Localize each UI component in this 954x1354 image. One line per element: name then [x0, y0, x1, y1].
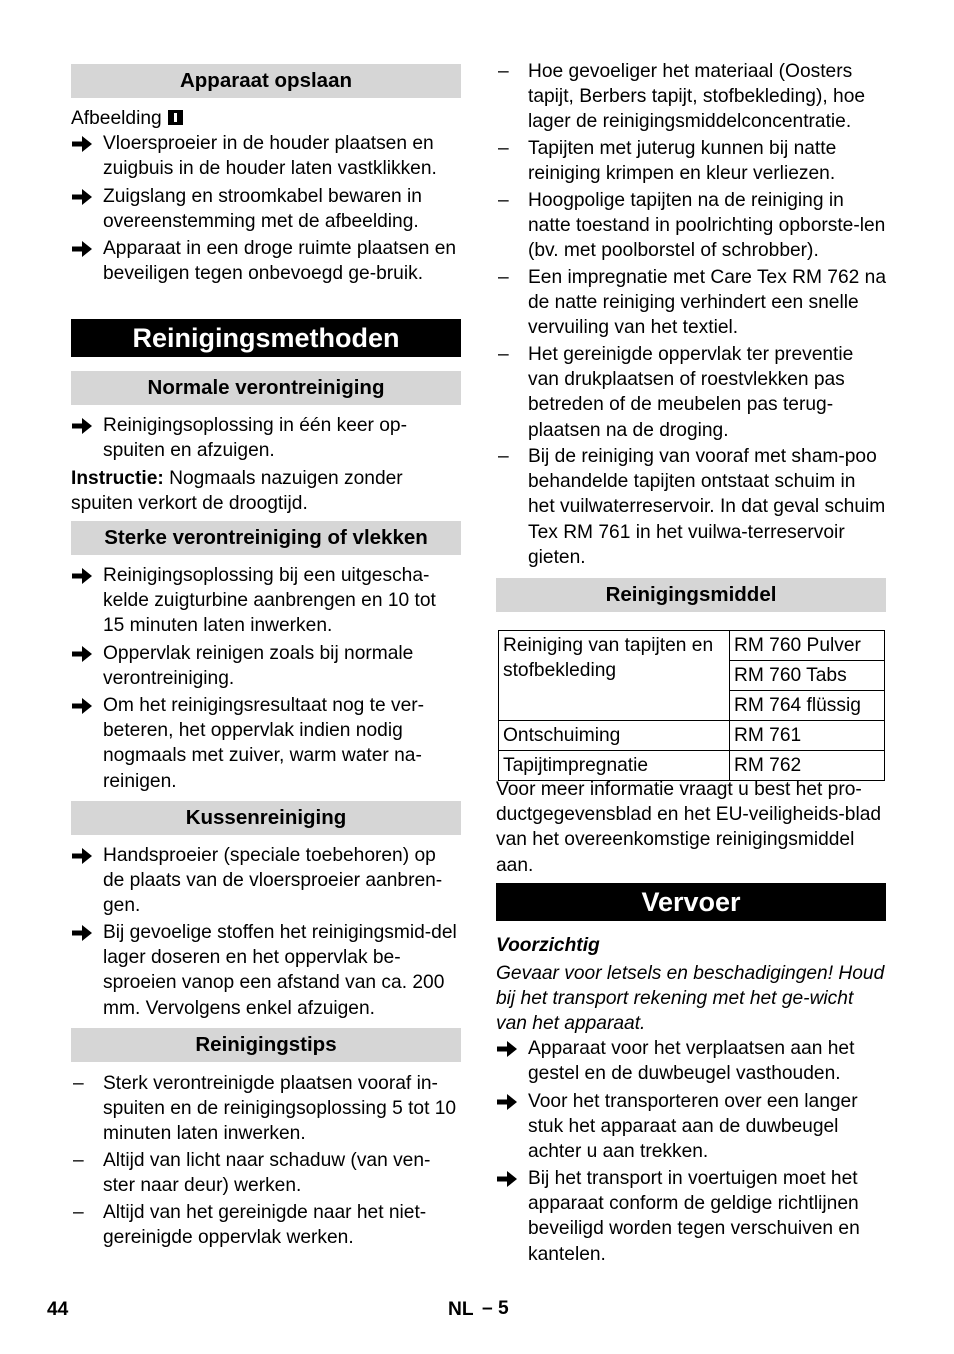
table-cell-value: RM 764 flüssig [730, 691, 885, 721]
table-cell-value: RM 761 [730, 721, 885, 751]
chapter-heading-transport: Vervoer [496, 883, 886, 921]
list-item: Reinigingsoplossing in één keer op-spuiten en afzuigen. [71, 413, 461, 463]
instruction-note [71, 466, 461, 516]
arrow-right-icon [72, 848, 92, 864]
list-item: Apparaat voor het verplaatsen aan het gestel en de duwbeugel vasthouden. [496, 1036, 886, 1086]
arrow-right-icon [72, 646, 92, 662]
list-item: – Bij de reiniging van vooraf met sham-poo behandelde tapijten ontstaat schuim in het vuilwaterreservoir. In dat geval schuim Tex RM 761 in het vuilwa-terreservoir gieten. [498, 446, 886, 568]
agent-note: Voor meer informatie vraagt u best het pro-ductgegevensblad en het EU-veiligheids-blad van het overeenkomstige reinigingsmiddel aan. [496, 779, 882, 876]
dash-bullet: – [73, 1202, 84, 1223]
arrow-right-icon [497, 1041, 517, 1057]
arrow-right-icon [72, 136, 92, 152]
list-item: – Een impregnatie met Care Tex RM 762 na de natte reiniging verhindert een snelle vervuiling van het textiel. [498, 267, 886, 339]
list-item: Bij gevoelige stoffen het reinigingsmid-del lager doseren en het oppervlak be-sproeien vanop een afstand van ca. 200 mm. Vervolgens enkel afzuigen. [71, 920, 461, 1021]
figure-reference [71, 106, 461, 131]
arrow-right-icon [72, 189, 92, 205]
section-heading-agent: Reinigingsmiddel [496, 578, 886, 612]
section-heading-tips: Reinigingstips [71, 1028, 461, 1062]
dash-bullet: – [498, 267, 509, 288]
list-item: – Tapijten met juterug kunnen bij natte reiniging krimpen en kleur verliezen. [498, 138, 837, 185]
figure-label: Afbeelding [71, 108, 162, 129]
dash-bullet: – [498, 190, 509, 211]
table-cell-label: Ontschuiming [499, 721, 730, 751]
caution-text: Gevaar voor letsels en beschadigingen! Houd bij het transport rekening met het ge-wicht van het apparaat. [496, 963, 885, 1035]
table-row [499, 751, 885, 781]
table-row [499, 721, 885, 751]
table-cell-label: Reiniging van tapijten en stofbekleding [499, 631, 730, 721]
list-item: – Altijd van licht naar schaduw (van ven-ster naar deur) werken. [73, 1150, 431, 1197]
list-item: – Hoogpolige tapijten na de reiniging in natte toestand in poolrichting opborste-len (bv. met poolborstel of schrobber). [498, 190, 886, 262]
dash-bullet: – [498, 446, 509, 467]
arrow-right-icon [72, 241, 92, 257]
section-page: – 5 [482, 1298, 509, 1319]
list-item: Handsproeier (speciale toebehoren) op de plaats van de vloersproeier aanbren-gen. [71, 843, 461, 919]
list-item: Zuigslang en stroomkabel bewaren in overeenstemming met de afbeelding. [71, 184, 461, 234]
figure-one-icon [168, 110, 183, 125]
list-item: Bij het transport in voertuigen moet het apparaat conform de geldige richtlijnen beveiligd worden tegen verschuiven en kantelen. [496, 1166, 886, 1267]
section-heading-cushion: Kussenreiniging [71, 801, 461, 835]
note-label: Instructie: [71, 468, 164, 489]
arrow-right-icon [497, 1094, 517, 1110]
list-item: Reinigingsoplossing bij een uitgescha-kelde zuigturbine aanbrengen en 10 tot 15 minuten laten inwerken. [71, 563, 461, 639]
note-text: Nogmaals nazuigen zonder spuiten verkort de droogtijd. [71, 468, 403, 515]
list-item: Om het reinigingsresultaat nog te ver-beteren, het oppervlak indien nodig nogmaals met zuiver, warm water na-reinigen. [71, 693, 461, 794]
chapter-heading-methods: Reinigingsmethoden [71, 319, 461, 357]
dash-bullet: – [498, 344, 509, 365]
table-cell-value: RM 762 [730, 751, 885, 781]
arrow-right-icon [497, 1171, 517, 1187]
dash-bullet: – [498, 138, 509, 159]
cleaning-agent-table [498, 630, 885, 781]
table-row [499, 631, 885, 661]
table-cell-value: RM 760 Tabs [730, 661, 885, 691]
arrow-right-icon [72, 418, 92, 434]
section-heading-storage: Apparaat opslaan [71, 64, 461, 98]
table-cell-value: RM 760 Pulver [730, 631, 885, 661]
page-number: 44 [47, 1299, 69, 1320]
arrow-right-icon [72, 698, 92, 714]
section-heading-heavy: Sterke verontreiniging of vlekken [71, 521, 461, 555]
list-item: – Hoe gevoeliger het materiaal (Oosters tapijt, Berbers tapijt, stofbekleding), hoe lager de reinigingsmiddelconcentratie. [498, 61, 866, 133]
dash-bullet: – [73, 1073, 84, 1094]
arrow-right-icon [72, 925, 92, 941]
list-item: – Altijd van het gereinigde naar het niet-gereinigde oppervlak werken. [73, 1202, 427, 1249]
section-heading-normal: Normale verontreiniging [71, 371, 461, 405]
language-code: NL [448, 1299, 474, 1320]
list-item: – Het gereinigde oppervlak ter preventie van drukplaatsen of roestvlekken pas betreden of de meubelen pas terug-plaatsen na de droging. [498, 344, 854, 441]
list-item: – Sterk verontreinigde plaatsen vooraf in-spuiten en de reinigingsoplossing 5 tot 10 minuten laten inwerken. [73, 1073, 457, 1145]
table-cell-label: Tapijtimpregnatie [499, 751, 730, 781]
list-item: Apparaat in een droge ruimte plaatsen en beveiligen tegen onbevoegd ge-bruik. [71, 236, 461, 286]
dash-bullet: – [498, 61, 509, 82]
arrow-right-icon [72, 568, 92, 584]
caution-title: Voorzichtig [496, 935, 600, 956]
dash-bullet: – [73, 1150, 84, 1171]
list-item: Voor het transporteren over een langer stuk het apparaat aan de duwbeugel achter u aan trekken. [496, 1089, 886, 1165]
list-item: Vloersproeier in de houder plaatsen en zuigbuis in de houder laten vastklikken. [71, 131, 461, 181]
list-item: Oppervlak reinigen zoals bij normale verontreiniging. [71, 641, 461, 691]
